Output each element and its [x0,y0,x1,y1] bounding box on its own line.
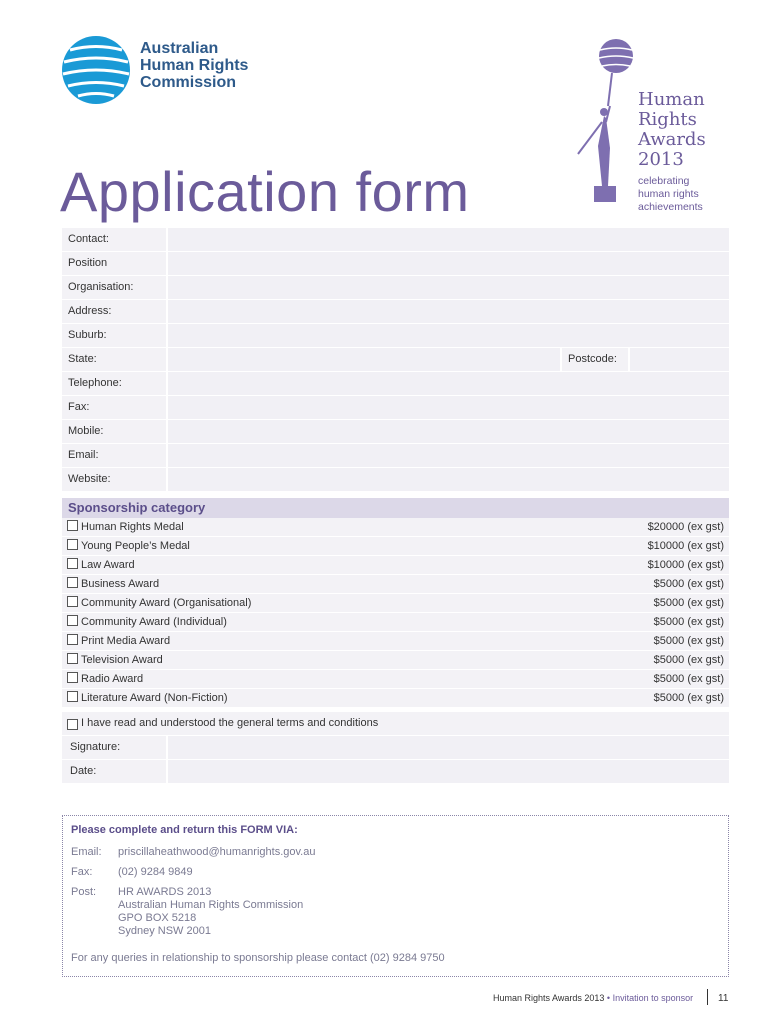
fax-row [62,396,729,420]
checkbox[interactable] [67,719,78,730]
list-item[interactable] [62,689,729,708]
terms-row[interactable] [62,712,729,736]
address-row [62,300,729,324]
list-item[interactable] [62,575,729,594]
category-name: Television Award [81,654,163,666]
list-item[interactable] [62,594,729,613]
state-postcode-row [62,348,729,372]
position-input[interactable] [166,252,729,275]
category-name: Literature Award (Non-Fiction) [81,692,228,704]
field-label: Mobile: [62,420,166,443]
category-price: $5000 (ex gst) [653,673,724,685]
telephone-input[interactable] [166,372,729,395]
return-email[interactable]: priscillaheathwood@humanrights.gov.au [118,846,316,858]
category-name: Community Award (Organisational) [81,597,252,609]
field-label: Postcode: [560,348,628,371]
category-price: $20000 (ex gst) [647,521,724,533]
fax-label: Fax: [71,866,93,878]
category-price: $5000 (ex gst) [653,692,724,704]
telephone-row [62,372,729,396]
list-item[interactable] [62,556,729,575]
category-name: Young People’s Medal [81,540,190,552]
field-label: State: [62,348,166,371]
field-label: Address: [62,300,166,323]
organisation-row [62,276,729,300]
date-row [62,760,729,784]
contact-details-table [62,228,729,492]
list-item[interactable] [62,632,729,651]
date-input[interactable] [166,760,729,783]
email-input[interactable] [166,444,729,467]
post-address [118,886,303,938]
category-price: $5000 (ex gst) [653,616,724,628]
checkbox[interactable] [67,558,78,569]
page-title: Application form [60,160,470,223]
post-line: HR AWARDS 2013 [118,886,212,898]
footer-divider [707,989,708,1005]
ahrc-globe-logo [60,34,132,106]
post-line: Australian Human Rights Commission [118,899,304,911]
checkbox[interactable] [67,615,78,626]
category-price: $5000 (ex gst) [653,635,724,647]
post-label: Post: [71,886,97,898]
email-row [62,444,729,468]
page-number: 11 [718,993,729,1004]
signature-row [62,736,729,760]
fax-input[interactable] [166,396,729,419]
return-instructions-box [62,815,729,977]
signature-label: Signature: [62,736,166,759]
terms-label: I have read and understood the general terms and conditions [81,717,379,729]
category-name: Human Rights Medal [81,521,184,533]
footer-doc: Human Rights Awards 2013 [493,993,605,1003]
list-item[interactable] [62,651,729,670]
award-tagline: celebrating human rights achievements [638,175,703,213]
list-item[interactable] [62,670,729,689]
checkbox[interactable] [67,596,78,607]
category-price: $10000 (ex gst) [647,540,724,552]
checkbox[interactable] [67,672,78,683]
field-label: Contact: [62,228,166,251]
postcode-input[interactable] [628,348,729,371]
field-label: Telephone: [62,372,166,395]
list-item[interactable] [62,518,729,537]
footer-section: Invitation to sponsor [612,993,694,1003]
organisation-input[interactable] [166,276,729,299]
queries-note: For any queries in relationship to sponsorship please contact (02) 9284 9750 [71,952,445,964]
category-price: $5000 (ex gst) [653,654,724,666]
address-input[interactable] [166,300,729,323]
post-line: Sydney NSW 2001 [118,925,211,937]
position-row [62,252,729,276]
category-name: Law Award [81,559,135,571]
website-input[interactable] [166,468,729,491]
category-price: $10000 (ex gst) [647,559,724,571]
category-name: Print Media Award [81,635,171,647]
field-label: Website: [62,468,166,491]
category-price: $5000 (ex gst) [653,597,724,609]
field-label: Position [62,252,166,275]
award-name: Human Rights Awards 2013 [638,89,706,170]
field-label: Fax: [62,396,166,419]
email-label: Email: [71,846,102,858]
mobile-input[interactable] [166,420,729,443]
contact-input[interactable] [166,228,729,251]
award-figure-logo [568,36,638,212]
return-fax: (02) 9284 9849 [118,866,193,878]
category-name: Business Award [81,578,160,590]
mobile-row [62,420,729,444]
suburb-row [62,324,729,348]
sponsorship-section [62,498,729,708]
page-footer [493,993,693,1003]
return-title: Please complete and return this FORM VIA: [71,824,298,836]
checkbox[interactable] [67,520,78,531]
suburb-input[interactable] [166,324,729,347]
checkbox[interactable] [67,539,78,550]
checkbox[interactable] [67,577,78,588]
signature-input[interactable] [166,736,729,759]
post-line: GPO BOX 5218 [118,912,197,924]
contact-row [62,228,729,252]
org-name: Australian Human Rights Commission [140,40,249,91]
footer-separator: • [604,993,613,1003]
state-input[interactable] [166,348,560,371]
checkbox[interactable] [67,691,78,702]
checkbox[interactable] [67,653,78,664]
category-price: $5000 (ex gst) [653,578,724,590]
website-row [62,468,729,492]
checkbox[interactable] [67,634,78,645]
sponsorship-heading: Sponsorship category [62,498,729,518]
field-label: Organisation: [62,276,166,299]
list-item[interactable] [62,613,729,632]
field-label: Suburb: [62,324,166,347]
field-label: Email: [62,444,166,467]
list-item[interactable] [62,537,729,556]
category-name: Radio Award [81,673,144,685]
category-name: Community Award (Individual) [81,616,227,628]
date-label: Date: [62,760,166,783]
terms-section [62,712,729,784]
